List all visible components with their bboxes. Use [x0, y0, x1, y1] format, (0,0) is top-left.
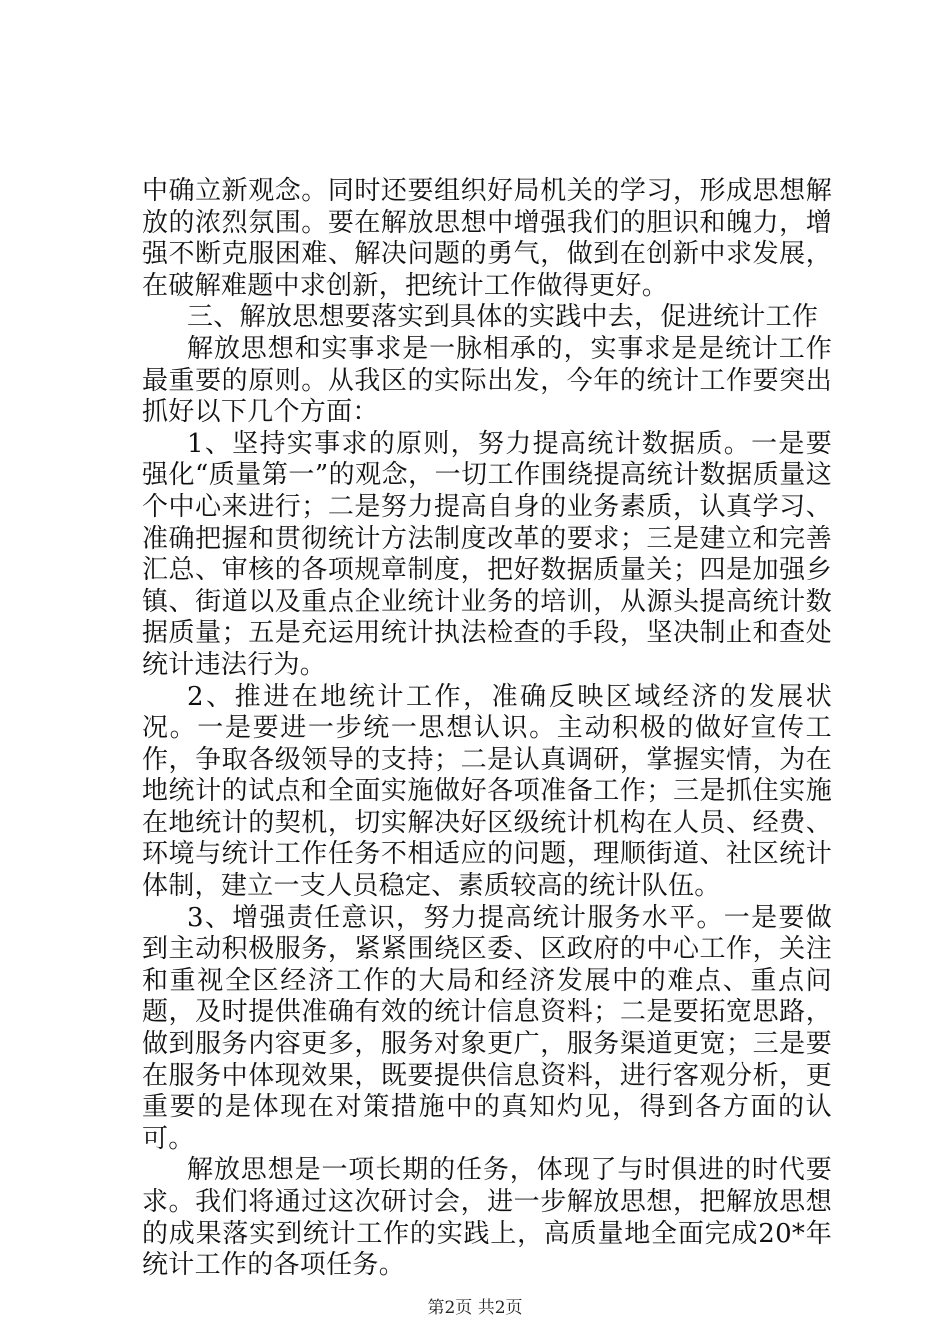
paragraph-intro: 解放思想和实事求是一脉相承的，实事求是是统计工作最重要的原则。从我区的实际出发，今年的统计工作要突出抓好以下几个方面： [142, 333, 832, 428]
paragraph-continuation: 中确立新观念。同时还要组织好局机关的学习，形成思想解放的浓烈氛围。要在解放思想中增强我们的胆识和魄力，增强不断克服困难、解决问题的勇气，做到在创新中求发展，在破解难题中求创新，把统计工作做得更好。 [142, 176, 832, 301]
paragraph-item-2: 2、推进在地统计工作，准确反映区域经济的发展状况。一是要进一步统一思想认识。主动积极的做好宣传工作，争取各级领导的支持；二是认真调研，掌握实情，为在地统计的试点和全面实施做好各项准备工作；三是抓住实施在地统计的契机，切实解决好区级统计机构在人员、经费、环境与统计工作任务不相适应的问题，理顺街道、社区统计体制，建立一支人员稳定、素质较高的统计队伍。 [142, 681, 832, 902]
paragraph-item-1: 1、坚持实事求的原则，努力提高统计数据质。一是要强化“质量第一”的观念，一切工作围绕提高统计数据质量这个中心来进行；二是努力提高自身的业务素质，认真学习、准确把握和贯彻统计方法制度改革的要求；三是建立和完善汇总、审核的各项规章制度，把好数据质量关；四是加强乡镇、街道以及重点企业统计业务的培训，从源头提高统计数据质量；五是充运用统计执法检查的手段，坚决制止和查处统计违法行为。 [142, 428, 832, 680]
paragraph-item-3: 3、增强责任意识，努力提高统计服务水平。一是要做到主动积极服务，紧紧围绕区委、区政府的中心工作，关注和重视全区经济工作的大局和经济发展中的难点、重点问题，及时提供准确有效的统计信息资料；二是要拓宽思路，做到服务内容更多，服务对象更广，服务渠道更宽；三是要在服务中体现效果，既要提供信息资料，进行客观分析，更重要的是体现在对策措施中的真知灼见，得到各方面的认可。 [142, 902, 832, 1154]
document-body [142, 176, 832, 1282]
section-heading-three: 三、解放思想要落实到具体的实践中去，促进统计工作 [187, 302, 819, 333]
paragraph-conclusion: 解放思想是一项长期的任务，体现了与时俱进的时代要求。我们将通过这次研讨会，进一步解放思想，把解放思想的成果落实到统计工作的实践上，高质量地全面完成20*年统计工作的各项任务。 [142, 1155, 832, 1281]
page-number-footer: 第2页 共2页 [427, 1298, 523, 1318]
